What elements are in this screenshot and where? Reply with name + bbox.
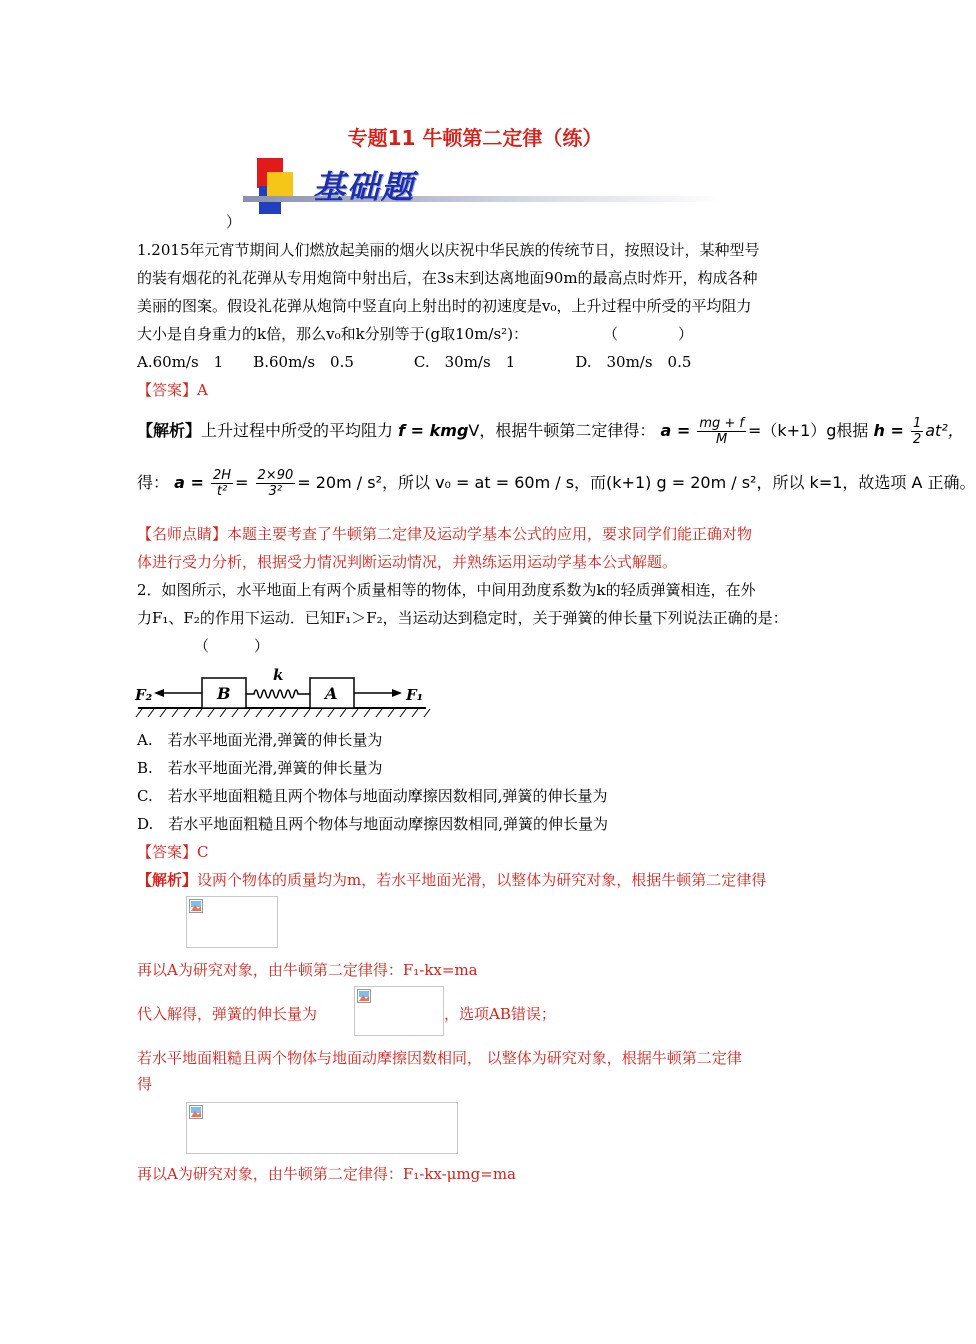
- broken-image-placeholder: [186, 896, 278, 948]
- banner-yellow-block: [267, 172, 293, 198]
- fraction-half: $\frac{1}{2}$: [912, 416, 922, 447]
- q2-option-c: C. 若水平地面粗糙且两个物体与地面动摩擦因数相同,弹簧的伸长量为: [137, 787, 608, 805]
- q2-analysis-6: 再以A为研究对象，由牛顿第二定律得：F₁-kx-μmg=ma: [137, 1165, 516, 1183]
- banner-text: 基础题: [313, 168, 416, 206]
- broken-image-icon: [189, 1105, 203, 1119]
- q2-option-b: B. 若水平地面光滑,弹簧的伸长量为: [137, 759, 383, 777]
- spring-blocks-figure: [134, 664, 430, 720]
- q2-line-3: （ ）: [194, 637, 270, 655]
- q2-analysis-1: 【解析】设两个物体的质量均为m，若水平地面光滑，以整体为研究对象，根据牛顿第二定律得: [137, 871, 767, 889]
- page-title: 专题11 牛顿第二定律（练）: [347, 126, 603, 150]
- q1-options: A.60m/s 1 B.60m/s 0.5 C. 30m/s 1 D. 30m/s 0.5: [137, 353, 692, 371]
- label-a: A: [325, 684, 338, 703]
- fraction-mg-f-over-m: $\frac{mg + f}{M}$: [699, 416, 744, 447]
- q1-analysis-label: 【解析】: [137, 421, 202, 440]
- q2-line-2: 力F₁、F₂的作用下运动．已知F₁＞F₂，当运动达到稳定时，关于弹簧的伸长量下列说法正确的是：: [137, 609, 788, 627]
- q2-answer: 【答案】C: [137, 843, 209, 861]
- q1-tip-line-1: 【名师点睛】本题主要考查了牛顿第二定律及运动学基本公式的应用，要求同学们能正确对物: [137, 525, 753, 543]
- q2-analysis-3a: 代入解得，弹簧的伸长量为: [137, 1005, 318, 1023]
- q1-analysis-line-1: 【解析】上升过程中所受的平均阻力 f = kmgV，根据牛顿第二定律得： a = $\frac{mg + f}{M}$ =（k+1）g根据 h = $\frac{1}{2}$ at²，: [137, 416, 964, 447]
- q1-line-4: 大小是自身重力的k倍，那么v₀和k分别等于(g取10m/s²)： （ ）: [137, 325, 694, 343]
- q2-line-1: 2．如图所示，水平地面上有两个质量相等的物体，中间用劲度系数为k的轻质弹簧相连，在外: [137, 581, 756, 599]
- q1-tip-line-2: 体进行受力分析，根据受力情况判断运动情况，并熟练运用运动学基本公式解题。: [137, 553, 678, 571]
- q2-analysis-5: 得: [137, 1075, 153, 1093]
- q1-analysis-line-2: 得： a = $\frac{2H}{\text{t²}}$ = $\frac{2\times 90}{\text{3²}}$ = 20m / s²，所以 v₀ = at = 60m / s，而(k+1) g = 20m / s²，所以 k=1，故选项 A 正确。: [137, 468, 976, 499]
- q1-line-3: 美丽的图案。假设礼花弹从炮筒中竖直向上射出时的初速度是v₀，上升过程中所受的平均阻力: [137, 297, 752, 315]
- q2-analysis-4: 若水平地面粗糙且两个物体与地面动摩擦因数相同， 以整体为研究对象，根据牛顿第二定律: [137, 1049, 742, 1067]
- section-banner: [243, 156, 723, 218]
- q2-analysis-label: 【解析】: [137, 871, 198, 889]
- spring: [246, 690, 310, 698]
- banner-paren: ）: [226, 213, 242, 231]
- q1-answer: 【答案】A: [137, 381, 208, 399]
- fraction-2h-over-t2: $\frac{2H}{\text{t²}}$: [212, 468, 232, 499]
- q1-line-2: 的装有烟花的礼花弹从专用炮筒中射出后，在3s末到达离地面90m的最高点时炸开，构成各种: [137, 269, 758, 287]
- fraction-2x90-over-32: $\frac{2\times 90}{\text{3²}}$: [257, 468, 294, 499]
- label-f2: F₂: [135, 686, 153, 704]
- q2-analysis-2: 再以A为研究对象，由牛顿第二定律得：F₁-kx=ma: [137, 961, 478, 979]
- label-k: k: [273, 666, 284, 684]
- label-b: B: [217, 684, 231, 703]
- broken-image-placeholder: [186, 1102, 458, 1154]
- q1-line-1: 1.2015年元宵节期间人们燃放起美丽的烟火以庆祝中华民族的传统节日，按照设计，某种型号: [137, 241, 760, 259]
- broken-image-icon: [189, 899, 203, 913]
- broken-image-icon: [357, 989, 371, 1003]
- label-f1: F₁: [406, 686, 424, 704]
- q2-option-a: A. 若水平地面光滑,弹簧的伸长量为: [137, 731, 383, 749]
- broken-image-placeholder: [354, 986, 444, 1036]
- q2-option-d: D. 若水平地面粗糙且两个物体与地面动摩擦因数相同,弹簧的伸长量为: [137, 815, 609, 833]
- q2-analysis-3b: ，选项AB错误；: [444, 1005, 556, 1023]
